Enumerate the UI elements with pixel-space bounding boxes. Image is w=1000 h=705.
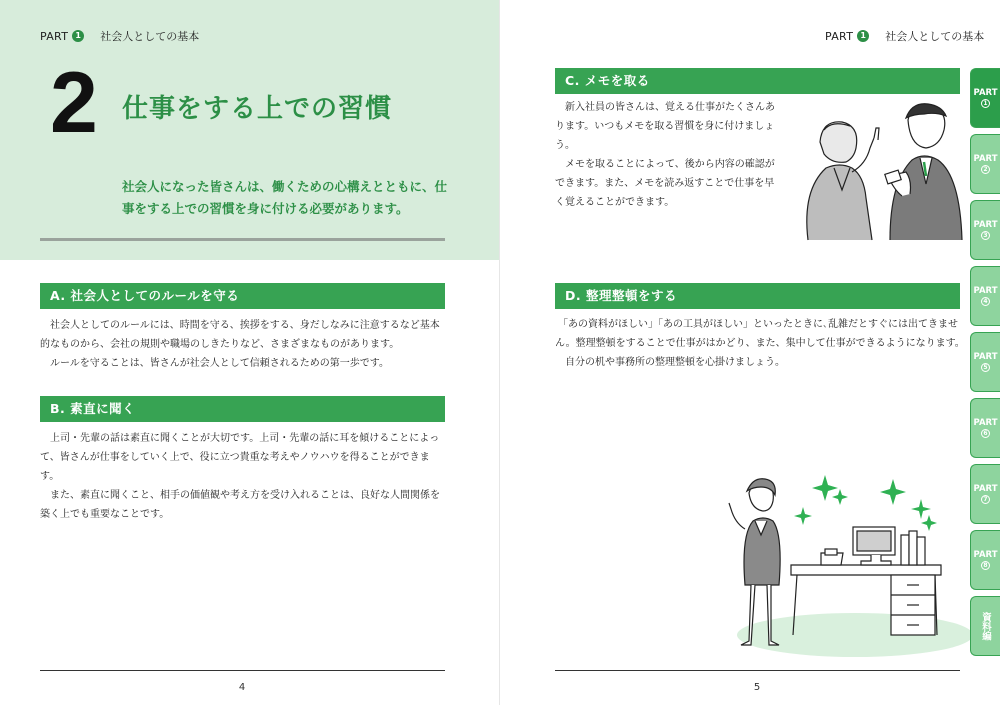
right-page [500,0,1000,705]
tab-part-4[interactable] [970,266,1000,326]
section-body-b [40,429,445,524]
section-heading-c: C. メモを取る [555,68,960,94]
chapter-intro: 社会人になった皆さんは、働くための心構えとともに、仕事をする上での習慣を身に付ける必要があります。 [122,179,448,216]
tab-label: PART [973,286,998,296]
section-a-paragraph: ルールを守ることは、皆さんが社会人として信頼されるための第一歩です。 [50,358,389,369]
tab-part-2[interactable] [970,134,1000,194]
running-head-right [825,28,984,44]
tab-number: 3 [981,231,990,240]
page-number-left: 4 [238,682,246,693]
section-a-paragraph: 社会人としてのルールには、時間を守る、挨拶をする、身だしなみに注意するなど基本的なものから、会社の規則や職場のしきたりなど、さまざまなものがあります。 [40,320,440,350]
tab-part-5[interactable] [970,332,1000,392]
tab-number: 2 [981,165,990,174]
section-heading-b: B. 素直に聞く [40,396,445,422]
tab-label: PART [973,550,998,560]
running-head-title: 社会人としての基本 [885,30,985,43]
tab-part-1[interactable] [970,68,1000,128]
tab-label: PART [973,220,998,230]
section-heading-d: D. 整理整頓をする [555,283,960,309]
footer-rule-left [40,670,445,671]
section-d-paragraph: 「あの資料がほしい」「あの工具がほしい」といったときに､乱雑だとすぐには出てきません。整理整頓をすることで仕事がはかどり、また、集中して仕事ができるようになります。 [555,319,965,349]
running-head-part-label: PART [40,29,69,43]
section-d-paragraph: 自分の机や事務所の整理整頓を心掛けましょう。 [565,357,785,368]
tab-part-6[interactable] [970,398,1000,458]
section-body-a [40,316,445,373]
tab-number: 5 [981,363,990,372]
page-number-right: 5 [753,682,761,693]
section-body-c [555,98,780,212]
running-head-left [40,28,199,44]
tab-number: 4 [981,297,990,306]
chapter-divider [40,238,445,241]
tab-label: PART [973,154,998,164]
two-businessmen-taking-notes-illustration [790,100,965,240]
running-head-title: 社会人としての基本 [100,30,200,43]
footer-rule-right [555,670,960,671]
running-head-part-number: 1 [72,30,84,42]
chapter-title: 仕事をする上での習慣 [122,94,393,124]
tab-number: 1 [981,99,990,108]
woman-presenting-tidy-desk-illustration [725,475,950,660]
section-b-paragraph: また、素直に聞くこと、相手の価値観や考え方を受け入れることは、良好な人間関係を築く上でも重要なことです。 [40,490,440,520]
tab-part-8[interactable] [970,530,1000,590]
section-heading-a: A. 社会人としてのルールを守る [40,283,445,309]
tab-number: 8 [981,561,990,570]
tab-number: 7 [981,495,990,504]
tab-label: PART [973,88,998,98]
tab-part-7[interactable] [970,464,1000,524]
section-body-d [555,315,965,372]
section-c-paragraph: 新入社員の皆さんは、覚える仕事がたくさんあります。いつもメモを取る習慣を身に付けましょう。 [555,102,775,151]
tab-part-3[interactable] [970,200,1000,260]
section-b-paragraph: 上司・先輩の話は素直に聞くことが大切です。上司・先輩の話に耳を傾けることによって、皆さんが仕事をしていく上で、役に立つ貴重な考えやノウハウを得ることができます。 [40,433,440,482]
tab-label: PART [973,352,998,362]
tab-label: 資料編 [980,611,991,641]
tab-label: PART [973,484,998,494]
running-head-part-label: PART [825,29,854,43]
chapter-number: 2 [50,55,98,151]
section-c-paragraph: メモを取ることによって、後から内容の確認ができます。また、メモを読み返すことで仕事を早く覚えることができます。 [555,159,775,208]
tab-appendix[interactable] [970,596,1000,656]
tab-number: 6 [981,429,990,438]
running-head-part-number: 1 [857,30,869,42]
tab-label: PART [973,418,998,428]
